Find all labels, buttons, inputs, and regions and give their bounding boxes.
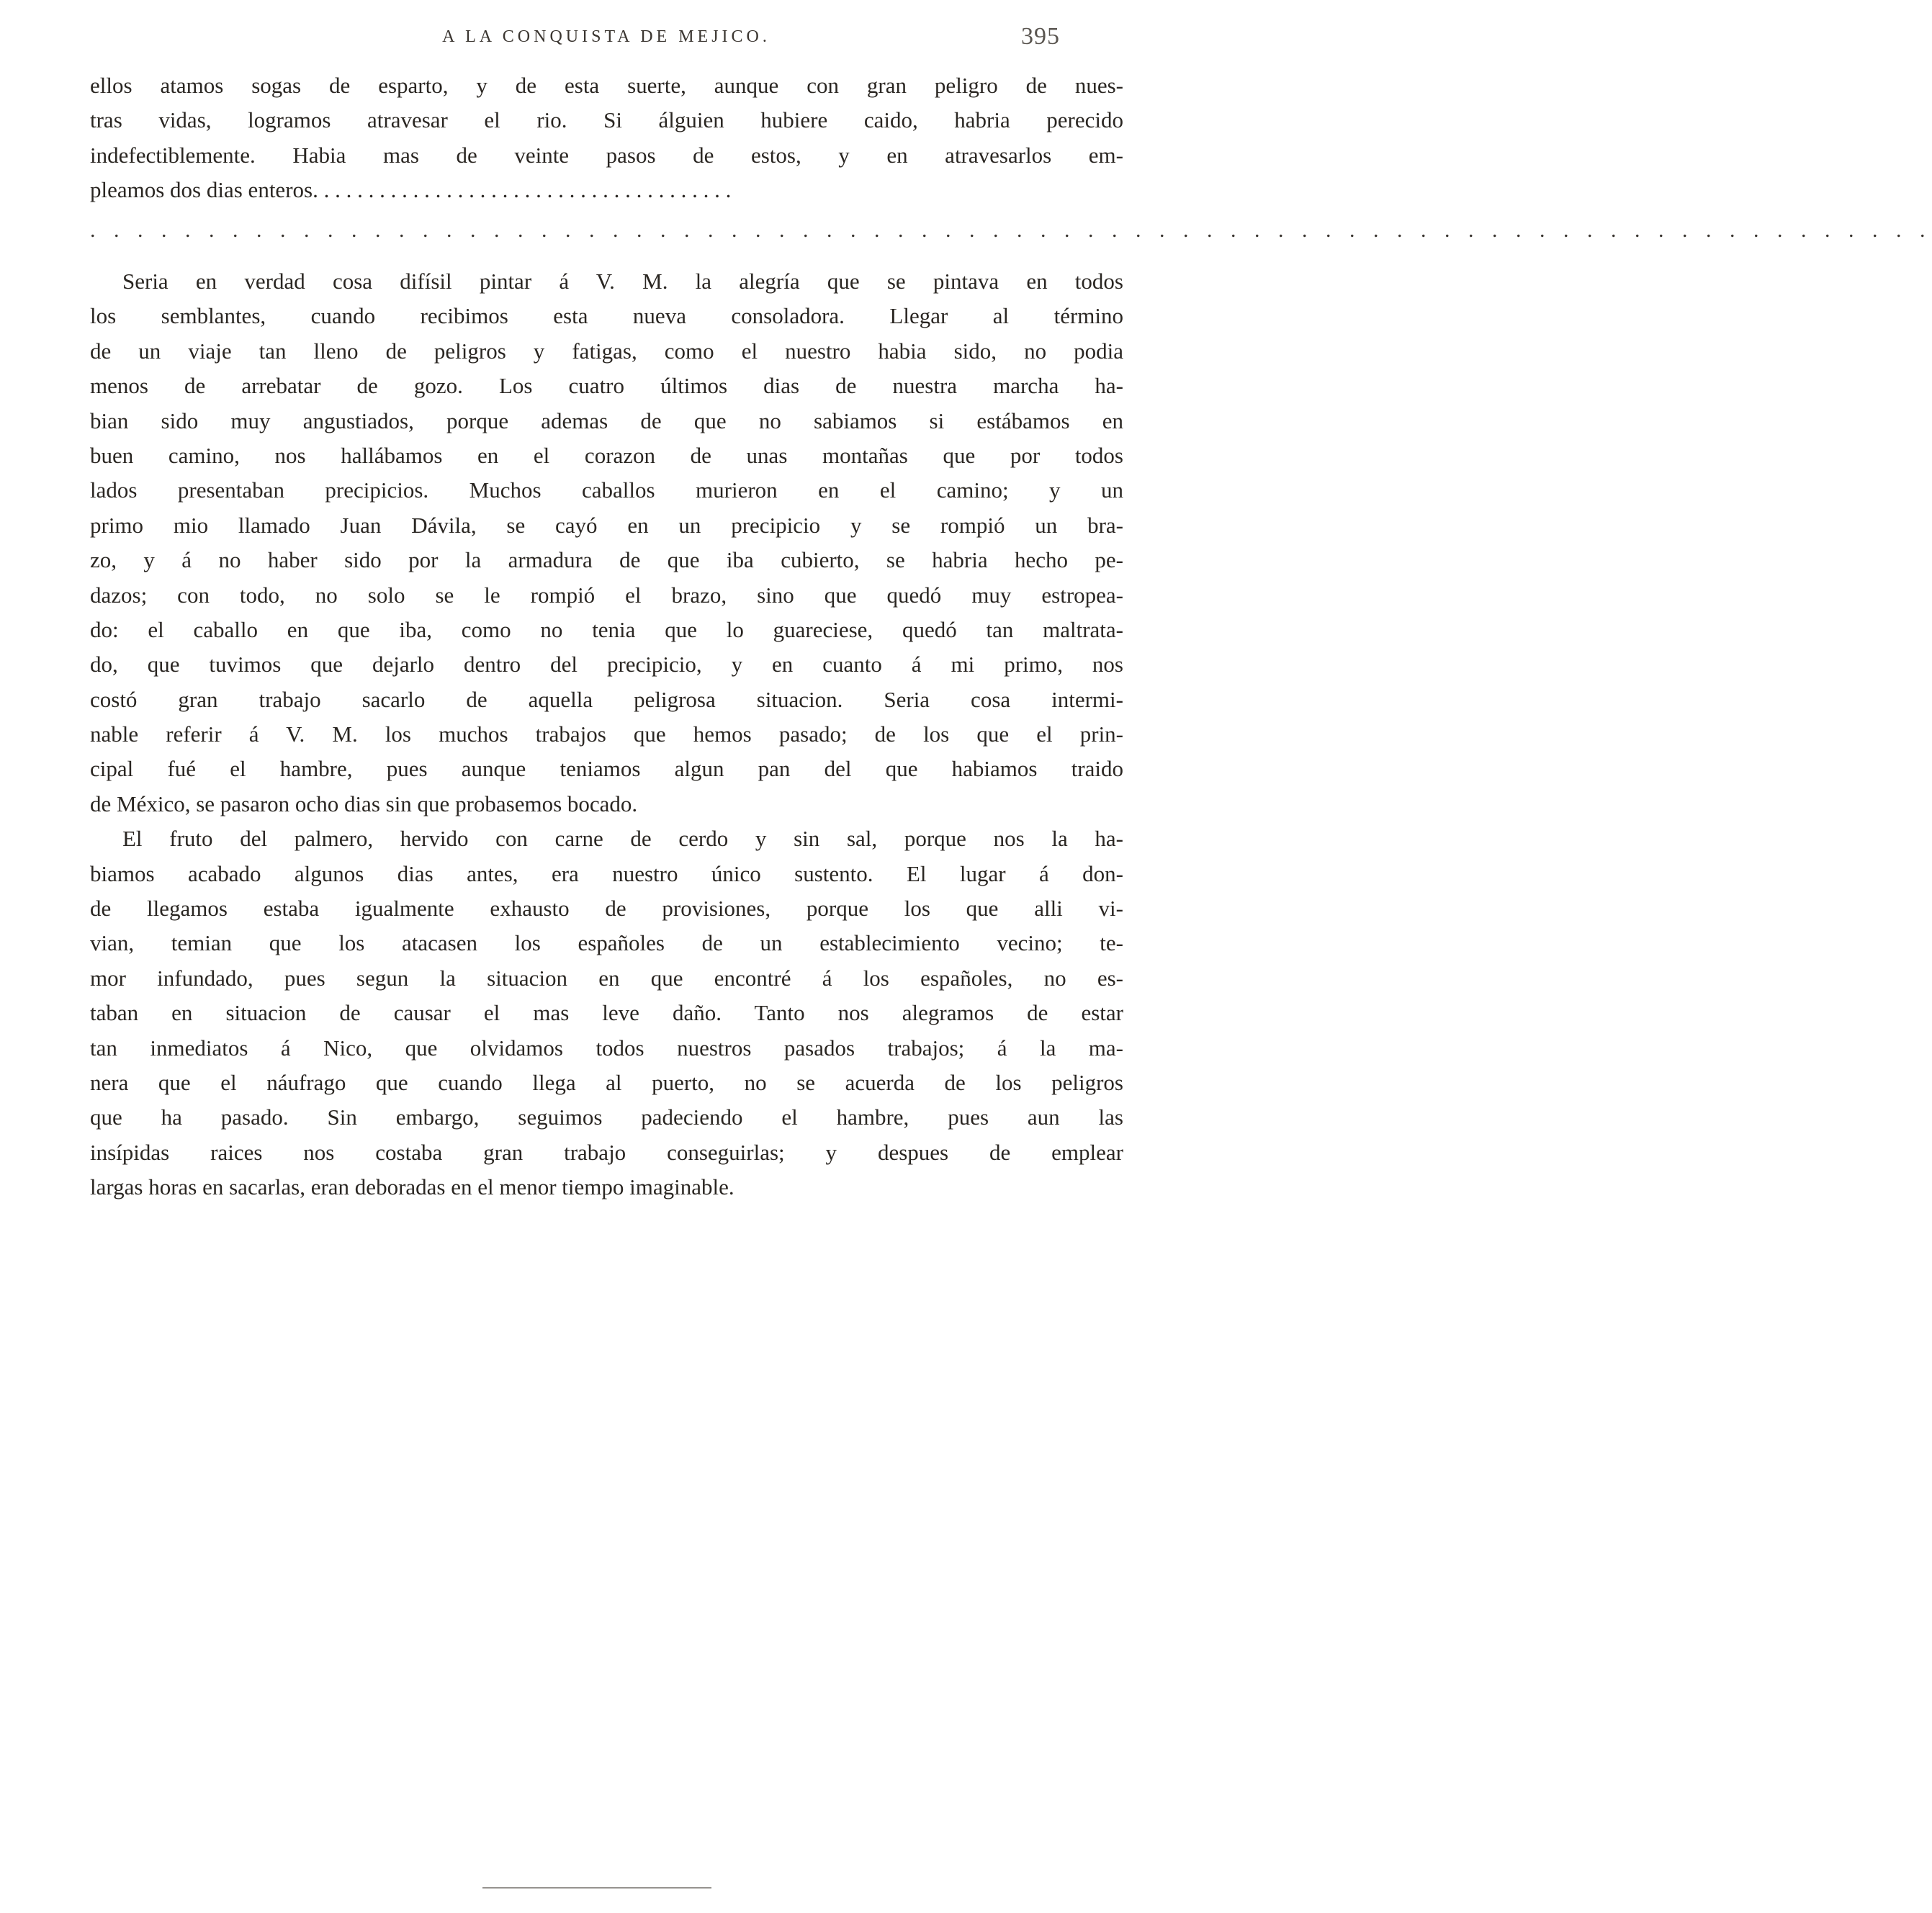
text-line: menos de arrebatar de gozo. Los cuatro últimos dias de nuestra marcha ha- — [90, 373, 1123, 399]
text-line: do: el caballo en que iba, como no tenia que lo guareciese, quedó tan maltrata- — [90, 616, 1123, 642]
text-line: los semblantes, cuando recibimos esta nueva consoladora. Llegar al término — [90, 303, 1123, 329]
text-line: mor infundado, pues segun la situacion en que encontré á los españoles, no es- — [90, 965, 1123, 991]
text-line: largas horas en sacarlas, eran deboradas en el menor tiempo imaginable. — [90, 1174, 734, 1200]
text-line: pleamos dos dias enteros. . . . . . . . . . . . . . . . . . . . . . . . . . . . . . . . . . . . . . — [90, 177, 732, 203]
page-number: 395 — [1021, 23, 1060, 50]
text-line: de llegamos estaba igualmente exhausto de provisiones, porque los que alli vi- — [90, 896, 1123, 922]
text-line: buen camino, nos hallábamos en el corazon de unas montañas que por todos — [90, 442, 1123, 468]
text-line: costó gran trabajo sacarlo de aquella peligrosa situacion. Seria cosa intermi- — [90, 686, 1123, 712]
text-line: dazos; con todo, no solo se le rompió el brazo, sino que quedó muy estropea- — [90, 582, 1123, 608]
text-line: ellos atamos sogas de esparto, y de esta suerte, aunque con gran peligro de nues- — [90, 73, 1123, 98]
text-line: bian sido muy angustiados, porque ademas de que no sabiamos si estábamos en — [90, 408, 1123, 433]
text-line: taban en situacion de causar el mas leve daño. Tanto nos alegramos de estar — [90, 1000, 1123, 1026]
text-line: indefectiblemente. Habia mas de veinte pasos de estos, y en atravesarlos em- — [90, 142, 1123, 168]
text-line: de México, se pasaron ocho dias sin que probasemos bocado. — [90, 791, 638, 816]
text-line: biamos acabado algunos dias antes, era nuestro único sustento. El lugar á don- — [90, 860, 1123, 886]
text-line: zo, y á no haber sido por la armadura de que iba cubierto, se habria hecho pe- — [90, 547, 1123, 573]
paragraph-first-line: Seria en verdad cosa difísil pintar á V. M. la alegría que se pintava en todos — [122, 269, 1123, 294]
text-line: nera que el náufrago que cuando llega al puerto, no se acuerda de los peligros — [90, 1069, 1123, 1095]
text-line: do, que tuvimos que dejarlo dentro del precipicio, y en cuanto á mi primo, nos — [90, 652, 1123, 678]
text-line: tras vidas, logramos atravesar el rio. Si álguien hubiere caido, habria perecido — [90, 107, 1123, 133]
text-line: primo mio llamado Juan Dávila, se cayó en un precipicio y se rompió un bra- — [90, 512, 1123, 538]
running-head: A LA CONQUISTA DE MEJICO. — [442, 27, 770, 46]
ellipsis-leader: . . . . . . . . . . . . . . . . . . . . . . . . . . . . . . . . . . . . . . . . . . . . . . . . . . . . . . . . . . . . . . . . . . . . . . . . . . . . . . — [90, 218, 1932, 242]
text-line: de un viaje tan lleno de peligros y fatigas, como el nuestro habia sido, no podia — [90, 338, 1123, 364]
text-line: que ha pasado. Sin embargo, seguimos padeciendo el hambre, pues aun las — [90, 1104, 1123, 1130]
paragraph-continuation — [90, 68, 1123, 208]
text-line: lados presentaban precipicios. Muchos caballos murieron en el camino; y un — [90, 477, 1123, 503]
decorative-rule — [482, 1887, 711, 1889]
text-line: nable referir á V. M. los muchos trabajos que hemos pasado; de los que el prin- — [90, 721, 1123, 747]
body-text — [90, 264, 1123, 1205]
text-line: cipal fué el hambre, pues aunque teniamos algun pan del que habiamos traido — [90, 756, 1123, 782]
paragraph-first-line: El fruto del palmero, hervido con carne de cerdo y sin sal, porque nos la ha- — [122, 826, 1123, 852]
page-header — [0, 23, 1213, 56]
text-line: insípidas raices nos costaba gran trabajo conseguirlas; y despues de emplear — [90, 1139, 1123, 1165]
text-line: tan inmediatos á Nico, que olvidamos todos nuestros pasados trabajos; á la ma- — [90, 1035, 1123, 1061]
text-line: vian, temian que los atacasen los españoles de un establecimiento vecino; te- — [90, 930, 1123, 956]
